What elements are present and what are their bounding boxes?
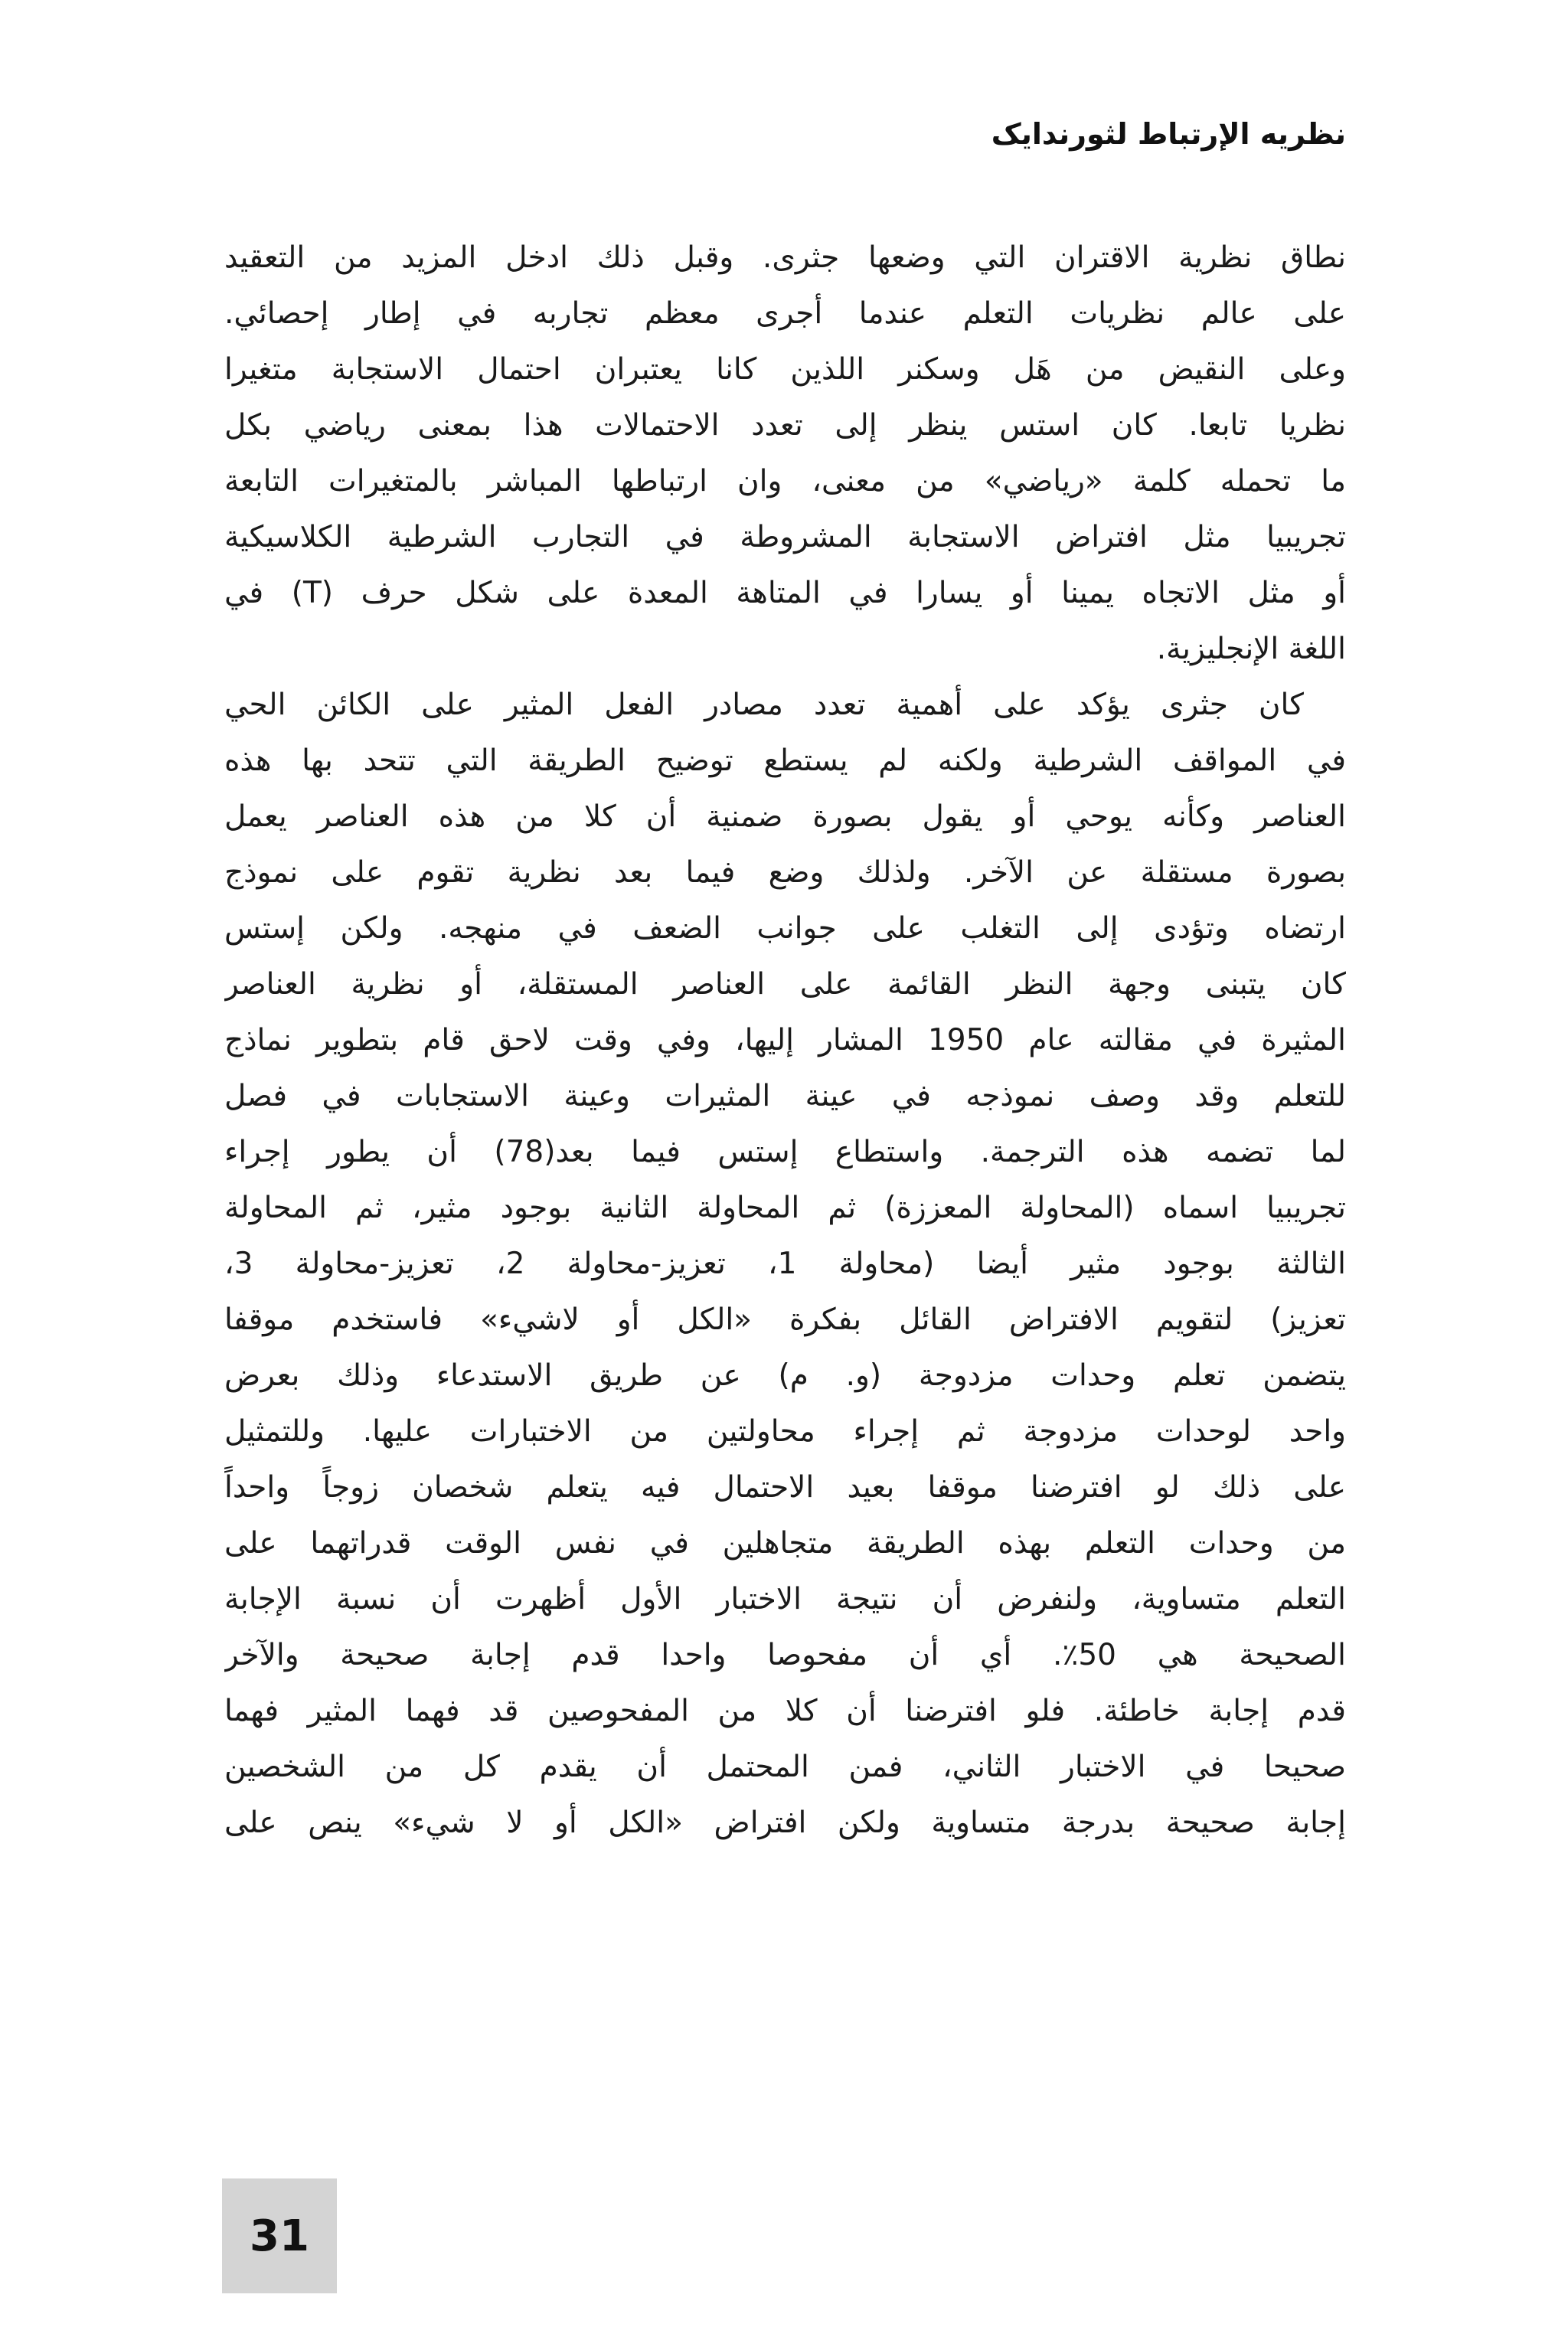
text-line: قدم إجابة خاطئة. فلو افترضنا أن كلا من المفحوصين قد فهما المثير فهما xyxy=(224,1694,1346,1728)
text-line: نظريا تابعا. كان استس ينظر إلى تعدد الاحتمالات هذا بمعنى رياضي بكل xyxy=(224,408,1346,443)
text-line: على عالم نظريات التعلم عندما أجرى معظم تجاربه في إطار إحصائي. xyxy=(224,296,1346,331)
text-line: التعلم متساوية، ولنفرض أن نتيجة الاختبار الأول أظهرت أن نسبة الإجابة xyxy=(224,1582,1346,1616)
text-line: ارتضاه وتؤدى إلى التغلب على جوانب الضعف في منهجه. ولكن إستس xyxy=(224,911,1346,946)
page-number-box xyxy=(222,2178,337,2293)
text-line: ما تحمله كلمة «رياضي» من معنى، وان ارتباطها المباشر بالمتغيرات التابعة xyxy=(224,464,1346,498)
text-line: كان جثرى يؤكد على أهمية تعدد مصادر الفعل المثير على الكائن الحي xyxy=(224,688,1304,722)
text-line: في المواقف الشرطية ولكنه لم يستطع توضيح الطريقة التي تتحد بها هذه xyxy=(224,744,1346,778)
text-line: تجريبيا مثل افتراض الاستجابة المشروطة في التجارب الشرطية الكلاسيكية xyxy=(224,520,1346,554)
text-line: نطاق نظرية الاقتران التي وضعها جثرى. وقبل ذلك ادخل المزيد من التعقيد xyxy=(224,240,1346,275)
text-line: لما تضمه هذه الترجمة. واستطاع إستس فيما بعد(78) أن يطور إجراء xyxy=(224,1135,1346,1169)
text-line: الثالثة بوجود مثير أيضا (محاولة 1، تعزيز-محاولة 2، تعزيز-محاولة 3، xyxy=(224,1247,1346,1281)
page-number: 31 xyxy=(250,2211,309,2261)
text-line: صحيحا في الاختبار الثاني، فمن المحتمل أن يقدم كل من الشخصين xyxy=(224,1750,1346,1784)
text-line: تجريبيا اسماه (المحاولة المعززة) ثم المحاولة الثانية بوجود مثير، ثم المحاولة xyxy=(224,1191,1346,1225)
text-line: اللغة الإنجليزية. xyxy=(1156,632,1346,666)
text-line: واحد لوحدات مزدوجة ثم إجراء محاولتين من الاختبارات عليها. وللتمثيل xyxy=(224,1414,1346,1449)
text-line: على ذلك لو افترضنا موقفا بعيد الاحتمال فيه يتعلم شخصان زوجاً واحداً xyxy=(224,1470,1346,1505)
text-line: الصحيحة هي 50٪. أي أن مفحوصا واحدا قدم إجابة صحيحة والآخر xyxy=(224,1638,1346,1672)
text-line: إجابة صحيحة بدرجة متساوية ولكن افتراض «الكل أو لا شيء» ينص على xyxy=(224,1806,1346,1840)
body-text xyxy=(224,230,1346,1851)
text-line: المثيرة في مقالته عام 1950 المشار إليها، وفي وقت لاحق قام بتطوير نماذج xyxy=(224,1023,1346,1057)
text-line: من وحدات التعلم بهذه الطريقة متجاهلين في نفس الوقت قدراتهما على xyxy=(224,1526,1346,1561)
text-line: تعزيز) لتقويم الافتراض القائل بفكرة «الكل أو لاشيء» فاستخدم موقفا xyxy=(224,1302,1346,1337)
text-line: كان يتبنى وجهة النظر القائمة على العناصر المستقلة، أو نظرية العناصر xyxy=(224,967,1346,1002)
text-line: العناصر وكأنه يوحي أو يقول بصورة ضمنية أن كلا من هذه العناصر يعمل xyxy=(224,799,1346,834)
text-line: للتعلم وقد وصف نموذجه في عينة المثيرات وعينة الاستجابات في فصل xyxy=(224,1079,1346,1113)
text-line: أو مثل الاتجاه يمينا أو يسارا في المتاهة المعدة على شكل حرف (T) في xyxy=(224,576,1346,610)
text-line: يتضمن تعلم وحدات مزدوجة (و. م) عن طريق الاستدعاء وذلك بعرض xyxy=(224,1358,1346,1393)
text-line: بصورة مستقلة عن الآخر. ولذلك وضع فيما بعد نظرية تقوم على نموذج xyxy=(224,855,1346,890)
text-line: وعلى النقيض من هَل وسكنر اللذين كانا يعتبران احتمال الاستجابة متغيرا xyxy=(224,352,1346,387)
running-header: نظريه الإرتباط لثورندايک xyxy=(991,117,1346,151)
